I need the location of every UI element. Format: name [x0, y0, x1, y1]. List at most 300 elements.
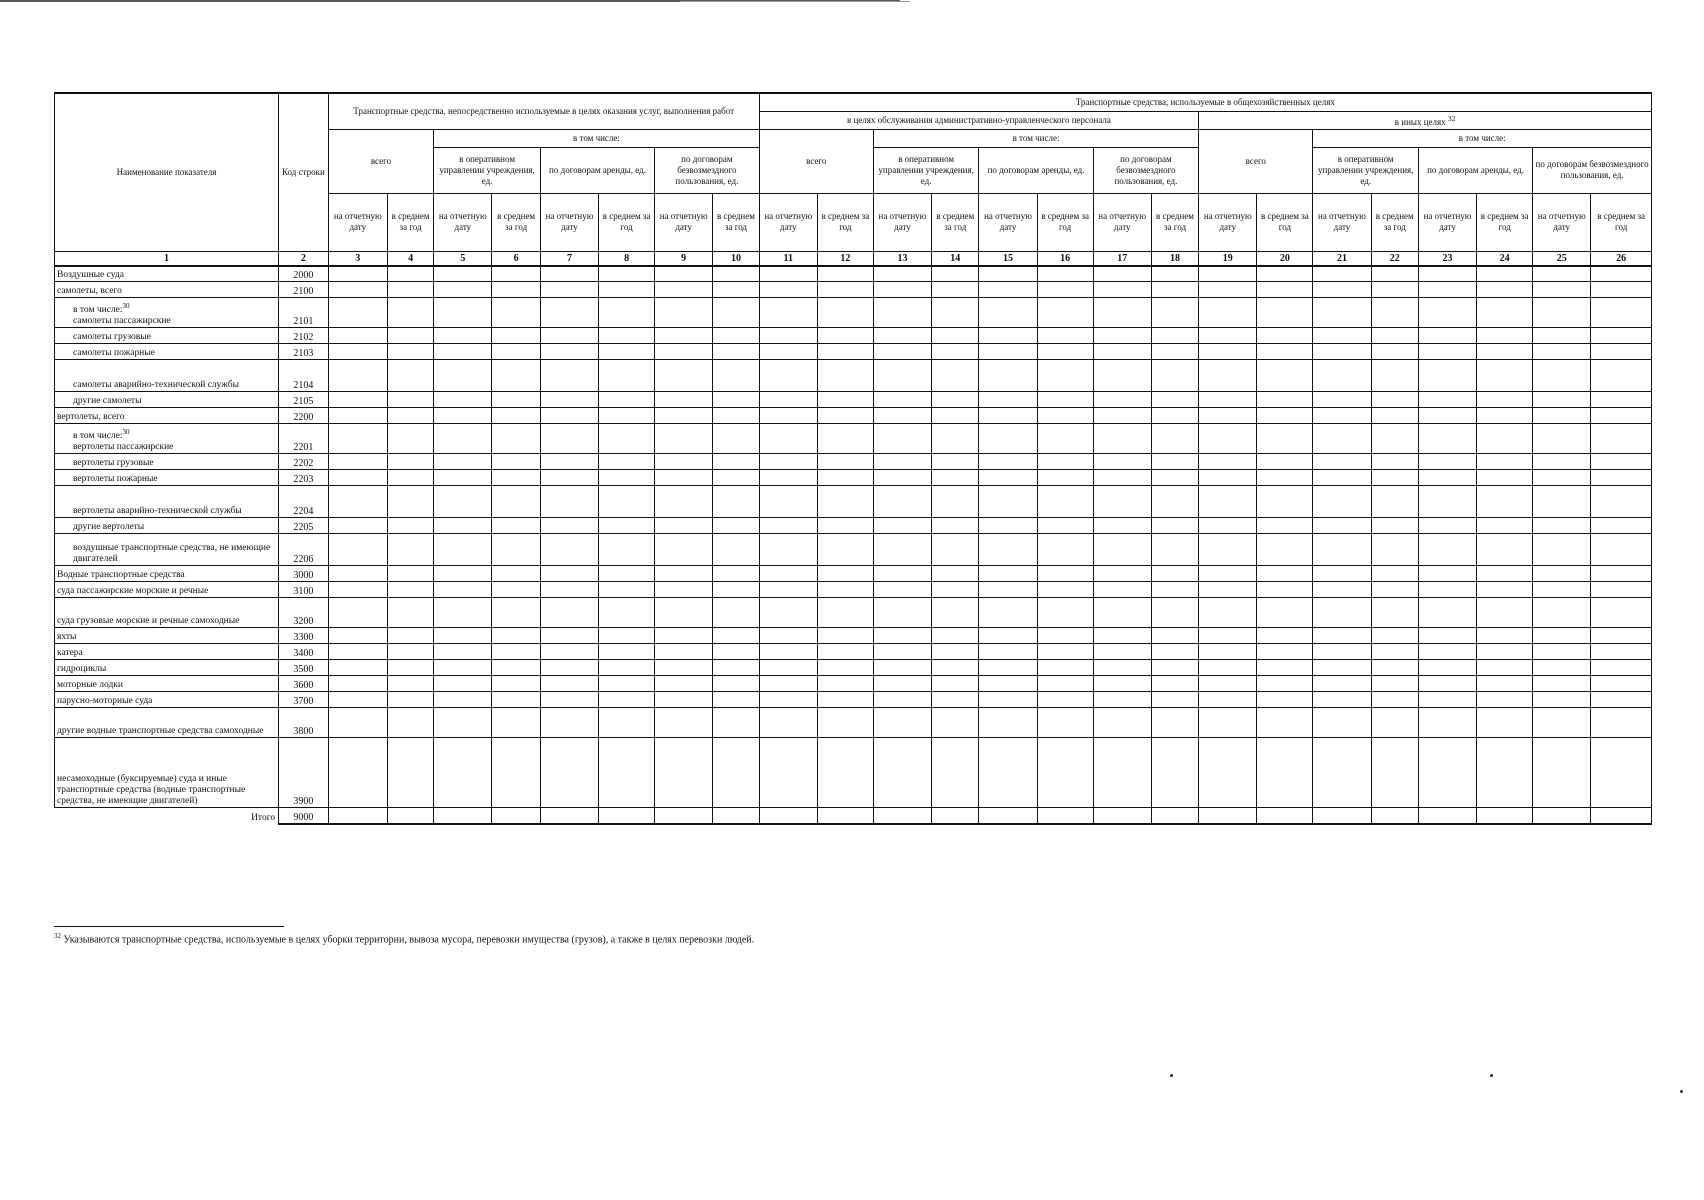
value-cell[interactable] — [1257, 676, 1313, 692]
value-cell[interactable] — [932, 518, 979, 534]
value-cell[interactable] — [713, 566, 759, 582]
value-cell[interactable] — [1591, 566, 1652, 582]
value-cell[interactable] — [1151, 644, 1198, 660]
value-cell[interactable] — [932, 454, 979, 470]
value-cell[interactable] — [1477, 644, 1533, 660]
value-cell[interactable] — [759, 392, 817, 408]
value-cell[interactable] — [328, 328, 387, 344]
value-cell[interactable] — [1257, 298, 1313, 328]
value-cell[interactable] — [1199, 408, 1257, 424]
value-cell[interactable] — [873, 676, 931, 692]
value-cell[interactable] — [599, 282, 655, 298]
total-value-cell[interactable] — [759, 808, 817, 824]
value-cell[interactable] — [328, 424, 387, 454]
value-cell[interactable] — [1533, 360, 1591, 392]
value-cell[interactable] — [1591, 534, 1652, 566]
value-cell[interactable] — [599, 298, 655, 328]
value-cell[interactable] — [1313, 518, 1371, 534]
value-cell[interactable] — [979, 660, 1037, 676]
value-cell[interactable] — [979, 328, 1037, 344]
value-cell[interactable] — [599, 344, 655, 360]
value-cell[interactable] — [655, 298, 713, 328]
value-cell[interactable] — [1418, 454, 1476, 470]
value-cell[interactable] — [817, 266, 873, 282]
value-cell[interactable] — [817, 628, 873, 644]
value-cell[interactable] — [932, 628, 979, 644]
value-cell[interactable] — [387, 738, 433, 808]
value-cell[interactable] — [1418, 566, 1476, 582]
value-cell[interactable] — [540, 534, 598, 566]
value-cell[interactable] — [932, 676, 979, 692]
value-cell[interactable] — [1533, 566, 1591, 582]
value-cell[interactable] — [492, 328, 540, 344]
value-cell[interactable] — [540, 392, 598, 408]
value-cell[interactable] — [1313, 408, 1371, 424]
value-cell[interactable] — [1591, 282, 1652, 298]
value-cell[interactable] — [1257, 424, 1313, 454]
value-cell[interactable] — [817, 298, 873, 328]
value-cell[interactable] — [540, 598, 598, 628]
value-cell[interactable] — [599, 676, 655, 692]
value-cell[interactable] — [599, 360, 655, 392]
value-cell[interactable] — [1199, 328, 1257, 344]
value-cell[interactable] — [1313, 282, 1371, 298]
value-cell[interactable] — [979, 644, 1037, 660]
value-cell[interactable] — [1418, 582, 1476, 598]
value-cell[interactable] — [1418, 344, 1476, 360]
value-cell[interactable] — [599, 392, 655, 408]
value-cell[interactable] — [387, 708, 433, 738]
value-cell[interactable] — [492, 298, 540, 328]
value-cell[interactable] — [979, 628, 1037, 644]
value-cell[interactable] — [1093, 738, 1151, 808]
value-cell[interactable] — [492, 518, 540, 534]
value-cell[interactable] — [1199, 454, 1257, 470]
value-cell[interactable] — [434, 582, 492, 598]
value-cell[interactable] — [655, 598, 713, 628]
value-cell[interactable] — [979, 692, 1037, 708]
value-cell[interactable] — [1037, 328, 1093, 344]
value-cell[interactable] — [1257, 660, 1313, 676]
value-cell[interactable] — [1533, 708, 1591, 738]
value-cell[interactable] — [1591, 692, 1652, 708]
value-cell[interactable] — [328, 628, 387, 644]
value-cell[interactable] — [1533, 486, 1591, 518]
value-cell[interactable] — [1093, 282, 1151, 298]
value-cell[interactable] — [1418, 266, 1476, 282]
value-cell[interactable] — [932, 470, 979, 486]
value-cell[interactable] — [492, 660, 540, 676]
value-cell[interactable] — [1199, 298, 1257, 328]
total-value-cell[interactable] — [817, 808, 873, 824]
value-cell[interactable] — [434, 408, 492, 424]
value-cell[interactable] — [540, 328, 598, 344]
value-cell[interactable] — [817, 676, 873, 692]
value-cell[interactable] — [1371, 344, 1418, 360]
value-cell[interactable] — [1093, 598, 1151, 628]
value-cell[interactable] — [1199, 360, 1257, 392]
value-cell[interactable] — [1037, 282, 1093, 298]
value-cell[interactable] — [759, 566, 817, 582]
value-cell[interactable] — [873, 298, 931, 328]
value-cell[interactable] — [1533, 424, 1591, 454]
value-cell[interactable] — [492, 628, 540, 644]
value-cell[interactable] — [873, 660, 931, 676]
value-cell[interactable] — [328, 298, 387, 328]
value-cell[interactable] — [1591, 598, 1652, 628]
value-cell[interactable] — [1093, 708, 1151, 738]
value-cell[interactable] — [1151, 534, 1198, 566]
value-cell[interactable] — [713, 644, 759, 660]
value-cell[interactable] — [1037, 344, 1093, 360]
value-cell[interactable] — [932, 534, 979, 566]
value-cell[interactable] — [599, 692, 655, 708]
value-cell[interactable] — [817, 408, 873, 424]
value-cell[interactable] — [817, 566, 873, 582]
value-cell[interactable] — [1257, 360, 1313, 392]
value-cell[interactable] — [1257, 644, 1313, 660]
value-cell[interactable] — [1037, 598, 1093, 628]
value-cell[interactable] — [1591, 328, 1652, 344]
value-cell[interactable] — [979, 518, 1037, 534]
value-cell[interactable] — [759, 738, 817, 808]
value-cell[interactable] — [1093, 470, 1151, 486]
value-cell[interactable] — [932, 424, 979, 454]
value-cell[interactable] — [873, 486, 931, 518]
total-value-cell[interactable] — [1257, 808, 1313, 824]
value-cell[interactable] — [1313, 598, 1371, 628]
value-cell[interactable] — [540, 360, 598, 392]
value-cell[interactable] — [979, 392, 1037, 408]
value-cell[interactable] — [1199, 582, 1257, 598]
value-cell[interactable] — [599, 566, 655, 582]
value-cell[interactable] — [1313, 644, 1371, 660]
value-cell[interactable] — [1533, 660, 1591, 676]
value-cell[interactable] — [1533, 738, 1591, 808]
value-cell[interactable] — [713, 692, 759, 708]
total-value-cell[interactable] — [932, 808, 979, 824]
value-cell[interactable] — [1037, 360, 1093, 392]
value-cell[interactable] — [655, 454, 713, 470]
value-cell[interactable] — [817, 282, 873, 298]
value-cell[interactable] — [759, 328, 817, 344]
value-cell[interactable] — [759, 660, 817, 676]
value-cell[interactable] — [1093, 582, 1151, 598]
value-cell[interactable] — [1199, 566, 1257, 582]
value-cell[interactable] — [932, 692, 979, 708]
value-cell[interactable] — [873, 454, 931, 470]
value-cell[interactable] — [1093, 424, 1151, 454]
value-cell[interactable] — [932, 392, 979, 408]
value-cell[interactable] — [932, 644, 979, 660]
value-cell[interactable] — [1199, 692, 1257, 708]
value-cell[interactable] — [759, 470, 817, 486]
value-cell[interactable] — [1093, 328, 1151, 344]
value-cell[interactable] — [328, 676, 387, 692]
total-value-cell[interactable] — [328, 808, 387, 824]
value-cell[interactable] — [434, 628, 492, 644]
value-cell[interactable] — [492, 692, 540, 708]
value-cell[interactable] — [1093, 566, 1151, 582]
value-cell[interactable] — [328, 360, 387, 392]
value-cell[interactable] — [1477, 344, 1533, 360]
value-cell[interactable] — [1418, 598, 1476, 628]
value-cell[interactable] — [932, 566, 979, 582]
value-cell[interactable] — [1151, 692, 1198, 708]
value-cell[interactable] — [1533, 344, 1591, 360]
value-cell[interactable] — [817, 392, 873, 408]
value-cell[interactable] — [1418, 298, 1476, 328]
value-cell[interactable] — [1418, 486, 1476, 518]
value-cell[interactable] — [1418, 282, 1476, 298]
value-cell[interactable] — [387, 328, 433, 344]
value-cell[interactable] — [1093, 518, 1151, 534]
value-cell[interactable] — [713, 598, 759, 628]
value-cell[interactable] — [1371, 660, 1418, 676]
value-cell[interactable] — [1151, 408, 1198, 424]
value-cell[interactable] — [1037, 692, 1093, 708]
value-cell[interactable] — [387, 424, 433, 454]
value-cell[interactable] — [1093, 454, 1151, 470]
value-cell[interactable] — [979, 424, 1037, 454]
value-cell[interactable] — [655, 282, 713, 298]
value-cell[interactable] — [655, 582, 713, 598]
value-cell[interactable] — [599, 328, 655, 344]
value-cell[interactable] — [1199, 470, 1257, 486]
value-cell[interactable] — [434, 360, 492, 392]
value-cell[interactable] — [1199, 628, 1257, 644]
value-cell[interactable] — [1257, 282, 1313, 298]
total-value-cell[interactable] — [387, 808, 433, 824]
value-cell[interactable] — [1037, 660, 1093, 676]
value-cell[interactable] — [713, 582, 759, 598]
value-cell[interactable] — [979, 360, 1037, 392]
value-cell[interactable] — [540, 424, 598, 454]
value-cell[interactable] — [492, 708, 540, 738]
value-cell[interactable] — [1591, 676, 1652, 692]
value-cell[interactable] — [979, 408, 1037, 424]
value-cell[interactable] — [492, 360, 540, 392]
value-cell[interactable] — [1533, 644, 1591, 660]
value-cell[interactable] — [873, 692, 931, 708]
value-cell[interactable] — [759, 582, 817, 598]
value-cell[interactable] — [1151, 708, 1198, 738]
value-cell[interactable] — [655, 692, 713, 708]
value-cell[interactable] — [1591, 266, 1652, 282]
value-cell[interactable] — [492, 470, 540, 486]
value-cell[interactable] — [1533, 676, 1591, 692]
value-cell[interactable] — [492, 582, 540, 598]
value-cell[interactable] — [1371, 738, 1418, 808]
value-cell[interactable] — [1037, 454, 1093, 470]
value-cell[interactable] — [1371, 424, 1418, 454]
value-cell[interactable] — [1199, 644, 1257, 660]
value-cell[interactable] — [387, 692, 433, 708]
value-cell[interactable] — [1151, 660, 1198, 676]
value-cell[interactable] — [655, 534, 713, 566]
value-cell[interactable] — [1418, 692, 1476, 708]
value-cell[interactable] — [1093, 392, 1151, 408]
value-cell[interactable] — [328, 408, 387, 424]
value-cell[interactable] — [434, 660, 492, 676]
value-cell[interactable] — [817, 534, 873, 566]
value-cell[interactable] — [1371, 692, 1418, 708]
value-cell[interactable] — [492, 738, 540, 808]
value-cell[interactable] — [434, 344, 492, 360]
value-cell[interactable] — [1257, 738, 1313, 808]
value-cell[interactable] — [1199, 660, 1257, 676]
value-cell[interactable] — [655, 470, 713, 486]
value-cell[interactable] — [655, 344, 713, 360]
value-cell[interactable] — [540, 582, 598, 598]
value-cell[interactable] — [817, 424, 873, 454]
value-cell[interactable] — [1093, 628, 1151, 644]
value-cell[interactable] — [1418, 408, 1476, 424]
value-cell[interactable] — [1093, 660, 1151, 676]
total-value-cell[interactable] — [1477, 808, 1533, 824]
total-value-cell[interactable] — [873, 808, 931, 824]
value-cell[interactable] — [328, 534, 387, 566]
value-cell[interactable] — [1313, 360, 1371, 392]
value-cell[interactable] — [1037, 298, 1093, 328]
value-cell[interactable] — [1371, 408, 1418, 424]
value-cell[interactable] — [1257, 566, 1313, 582]
value-cell[interactable] — [1418, 392, 1476, 408]
value-cell[interactable] — [1151, 360, 1198, 392]
value-cell[interactable] — [1533, 298, 1591, 328]
value-cell[interactable] — [1533, 628, 1591, 644]
value-cell[interactable] — [387, 408, 433, 424]
value-cell[interactable] — [1257, 628, 1313, 644]
value-cell[interactable] — [1151, 392, 1198, 408]
value-cell[interactable] — [1257, 534, 1313, 566]
value-cell[interactable] — [1591, 582, 1652, 598]
total-value-cell[interactable] — [540, 808, 598, 824]
value-cell[interactable] — [540, 692, 598, 708]
value-cell[interactable] — [492, 454, 540, 470]
value-cell[interactable] — [1093, 676, 1151, 692]
value-cell[interactable] — [932, 408, 979, 424]
value-cell[interactable] — [387, 660, 433, 676]
value-cell[interactable] — [932, 582, 979, 598]
value-cell[interactable] — [328, 660, 387, 676]
value-cell[interactable] — [713, 660, 759, 676]
value-cell[interactable] — [1477, 708, 1533, 738]
value-cell[interactable] — [1257, 344, 1313, 360]
value-cell[interactable] — [817, 582, 873, 598]
value-cell[interactable] — [979, 534, 1037, 566]
value-cell[interactable] — [387, 470, 433, 486]
value-cell[interactable] — [932, 486, 979, 518]
value-cell[interactable] — [1477, 628, 1533, 644]
value-cell[interactable] — [492, 598, 540, 628]
total-value-cell[interactable] — [1418, 808, 1476, 824]
value-cell[interactable] — [655, 518, 713, 534]
value-cell[interactable] — [1371, 328, 1418, 344]
value-cell[interactable] — [434, 328, 492, 344]
value-cell[interactable] — [1199, 534, 1257, 566]
value-cell[interactable] — [873, 708, 931, 738]
value-cell[interactable] — [492, 566, 540, 582]
value-cell[interactable] — [1591, 392, 1652, 408]
value-cell[interactable] — [1533, 408, 1591, 424]
value-cell[interactable] — [387, 282, 433, 298]
value-cell[interactable] — [932, 360, 979, 392]
value-cell[interactable] — [817, 360, 873, 392]
value-cell[interactable] — [759, 644, 817, 660]
value-cell[interactable] — [713, 282, 759, 298]
value-cell[interactable] — [1477, 328, 1533, 344]
value-cell[interactable] — [328, 708, 387, 738]
value-cell[interactable] — [1199, 392, 1257, 408]
value-cell[interactable] — [1591, 644, 1652, 660]
value-cell[interactable] — [932, 738, 979, 808]
value-cell[interactable] — [1591, 738, 1652, 808]
value-cell[interactable] — [1371, 392, 1418, 408]
value-cell[interactable] — [387, 392, 433, 408]
value-cell[interactable] — [817, 518, 873, 534]
value-cell[interactable] — [1591, 360, 1652, 392]
value-cell[interactable] — [328, 344, 387, 360]
value-cell[interactable] — [387, 628, 433, 644]
value-cell[interactable] — [328, 266, 387, 282]
value-cell[interactable] — [1371, 582, 1418, 598]
value-cell[interactable] — [932, 660, 979, 676]
value-cell[interactable] — [387, 298, 433, 328]
value-cell[interactable] — [817, 470, 873, 486]
value-cell[interactable] — [1477, 518, 1533, 534]
value-cell[interactable] — [1313, 298, 1371, 328]
value-cell[interactable] — [873, 408, 931, 424]
value-cell[interactable] — [979, 266, 1037, 282]
value-cell[interactable] — [1418, 708, 1476, 738]
value-cell[interactable] — [1591, 486, 1652, 518]
value-cell[interactable] — [434, 676, 492, 692]
value-cell[interactable] — [817, 454, 873, 470]
value-cell[interactable] — [434, 266, 492, 282]
value-cell[interactable] — [387, 454, 433, 470]
value-cell[interactable] — [599, 534, 655, 566]
value-cell[interactable] — [655, 628, 713, 644]
value-cell[interactable] — [328, 470, 387, 486]
value-cell[interactable] — [713, 392, 759, 408]
value-cell[interactable] — [1257, 708, 1313, 738]
value-cell[interactable] — [1199, 708, 1257, 738]
value-cell[interactable] — [655, 408, 713, 424]
value-cell[interactable] — [1151, 454, 1198, 470]
value-cell[interactable] — [1371, 486, 1418, 518]
value-cell[interactable] — [1477, 266, 1533, 282]
value-cell[interactable] — [713, 408, 759, 424]
value-cell[interactable] — [713, 328, 759, 344]
value-cell[interactable] — [979, 708, 1037, 738]
value-cell[interactable] — [1371, 360, 1418, 392]
value-cell[interactable] — [328, 454, 387, 470]
value-cell[interactable] — [540, 486, 598, 518]
value-cell[interactable] — [387, 518, 433, 534]
value-cell[interactable] — [1257, 518, 1313, 534]
value-cell[interactable] — [1477, 738, 1533, 808]
value-cell[interactable] — [1313, 676, 1371, 692]
value-cell[interactable] — [759, 518, 817, 534]
value-cell[interactable] — [655, 328, 713, 344]
value-cell[interactable] — [1591, 454, 1652, 470]
value-cell[interactable] — [655, 486, 713, 518]
value-cell[interactable] — [759, 360, 817, 392]
value-cell[interactable] — [873, 266, 931, 282]
value-cell[interactable] — [1093, 408, 1151, 424]
value-cell[interactable] — [599, 408, 655, 424]
